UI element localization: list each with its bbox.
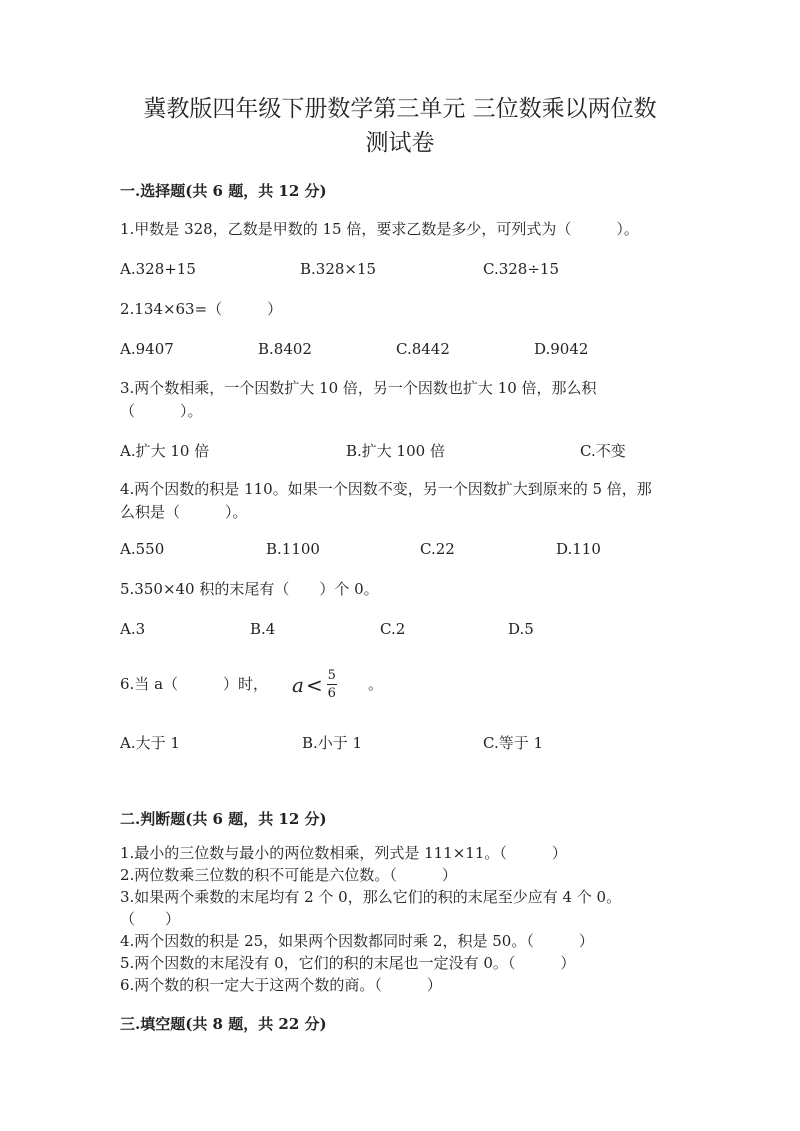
section-heading-choice: 一.选择题(共 6 题，共 12 分) — [120, 182, 327, 200]
option-1b: B.328×15 — [300, 260, 377, 278]
option-5d: D.5 — [508, 620, 534, 638]
document-title — [0, 92, 800, 160]
option-4b: B.1100 — [266, 540, 320, 558]
option-4c: C.22 — [420, 540, 455, 558]
option-3a: A.扩大 10 倍 — [120, 442, 210, 460]
option-1a: A.328+15 — [120, 260, 196, 278]
option-5c: C.2 — [380, 620, 406, 638]
inequality-formula — [292, 668, 337, 701]
fraction-numerator: 5 — [327, 668, 336, 683]
question-6: 6.当 a（ ）时， — [120, 675, 269, 693]
option-6b: B.小于 1 — [302, 734, 363, 752]
question-6-end: 。 — [368, 675, 384, 693]
option-6c: C.等于 1 — [483, 734, 544, 752]
question-4: 4.两个因数的积是 110。如果一个因数不变，另一个因数扩大到原来的 5 倍，那么积是（ ）。 — [120, 480, 652, 521]
option-2c: C.8442 — [396, 340, 450, 358]
fraction-bar — [327, 684, 337, 685]
option-2d: D.9042 — [534, 340, 589, 358]
option-3c: C.不变 — [580, 442, 626, 460]
judge-item-5: 5.两个因数的末尾没有 0，它们的积的末尾也一定没有 0。（ ） — [120, 954, 576, 972]
section-heading-fill: 三.填空题(共 8 题，共 22 分) — [120, 1015, 327, 1033]
question-3: 3.两个数相乘，一个因数扩大 10 倍，另一个因数也扩大 10 倍，那么积（ ）。 — [120, 379, 597, 420]
fraction — [327, 668, 337, 701]
fraction-denominator: 6 — [327, 686, 336, 701]
judge-item-2: 2.两位数乘三位数的积不可能是六位数。（ ） — [120, 866, 457, 884]
option-2a: A.9407 — [120, 340, 174, 358]
question-5: 5.350×40 积的末尾有（ ）个 0。 — [120, 580, 379, 598]
judge-item-3: 3.如果两个乘数的末尾均有 2 个 0，那么它们的积的末尾至少应有 4 个 0。（ ） — [120, 888, 622, 928]
judge-item-4: 4.两个因数的积是 25，如果两个因数都同时乘 2，积是 50。（ ） — [120, 932, 594, 950]
option-6a: A.大于 1 — [120, 734, 180, 752]
judge-item-6: 6.两个数的积一定大于这两个数的商。（ ） — [120, 976, 442, 994]
question-1: 1.甲数是 328，乙数是甲数的 15 倍，要求乙数是多少，可列式为（ ）。 — [120, 220, 639, 238]
formula-variable: a — [292, 672, 304, 697]
option-5a: A.3 — [120, 620, 146, 638]
title-line-1: 冀教版四年级下册数学第三单元 三位数乘以两位数 — [143, 96, 657, 122]
question-2: 2.134×63=（ ） — [120, 300, 283, 318]
title-line-2: 测试卷 — [365, 130, 435, 156]
option-5b: B.4 — [250, 620, 276, 638]
option-4a: A.550 — [120, 540, 165, 558]
section-heading-judge: 二.判断题(共 6 题，共 12 分) — [120, 810, 327, 828]
judge-list — [120, 842, 680, 996]
option-1c: C.328÷15 — [483, 260, 559, 278]
formula-operator: < — [305, 672, 323, 697]
option-2b: B.8402 — [258, 340, 312, 358]
option-3b: B.扩大 100 倍 — [346, 442, 445, 460]
judge-item-1: 1.最小的三位数与最小的两位数相乘，列式是 111×11。（ ） — [120, 844, 567, 862]
option-4d: D.110 — [556, 540, 601, 558]
